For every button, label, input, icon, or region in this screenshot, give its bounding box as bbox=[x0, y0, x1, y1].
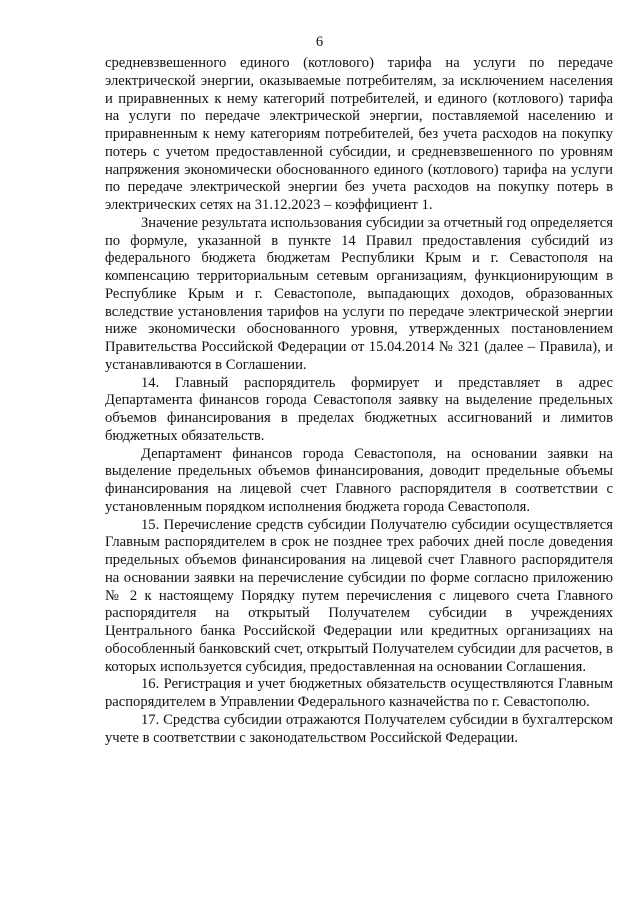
document-body bbox=[105, 55, 613, 747]
paragraph-item-16: 16. Регистрация и учет бюджетных обязательств осуществляются Главным распорядителем в Управлении Федерального казначейства по г. Севастополю. bbox=[105, 676, 613, 710]
paragraph-item-15: 15. Перечисление средств субсидии Получателю субсидии осуществляется Главным распорядителем в срок не позднее трех рабочих дней после доведения предельных объемов финансирования на лицевой счет Главного распорядителя на основании заявки на перечисление субсидии по форме согласно приложению № 2 к настоящему Порядку путем перечисления с лицевого счета Главного распорядителя на открытый Получателем субсидии в учреждениях Центрального банка Российской Федерации или кредитных организациях на обособленный банковский счет, открытый Получателем субсидии для расчетов, в которых используется субсидия, предоставленная на основании Соглашения. bbox=[105, 516, 613, 675]
paragraph-item-14: 14. Главный распорядитель формирует и представляет в адрес Департамента финансов города Севастополя заявку на выделение предельных объемов финансирования в пределах бюджетных ассигнований и лимитов бюджетных обязательств. bbox=[105, 374, 613, 444]
paragraph-result-value: Значение результата использования субсидии за отчетный год определяется по формуле, указанной в пункте 14 Правил предоставления субсидий из федерального бюджета бюджетам Республики Крым и г. Севастополя на компенсацию территориальным сетевым организациям, функционирующим в Республике Крым и г. Севастополе, выпадающих доходов, образованных вследствие установления тарифов на услуги по передаче электрической энергии ниже экономически обоснованного уровня, утвержденных постановлением Правительства Российской Федерации от 15.04.2014 № 321 (далее – Правила), и устанавливаются в Соглашении. bbox=[105, 214, 613, 373]
paragraph-tariff-continuation: средневзвешенного единого (котлового) тарифа на услуги по передаче электрической энергии, оказываемые потребителям, за исключением населения и приравненных к нему категорий потребителей, и единого (котлового) тарифа на услуги по передаче электрической энергии, поставляемой населению и приравненным к нему категориям потребителей, без учета расходов на покупку потерь с учетом предоставленной субсидии, и средневзвешенного по уровням напряжения экономически обоснованного единого (котлового) тарифа на услуги по передаче электрической энергии без учета расходов на покупку потерь в электрических сетях на 31.12.2023 – коэффициент 1. bbox=[105, 55, 613, 213]
page-number: 6 bbox=[315, 34, 324, 50]
paragraph-finance-department: Департамент финансов города Севастополя, на основании заявки на выделение предельных объемов финансирования, доводит предельные объемы финансирования на лицевой счет Главного распорядителя в соответствии с установленным порядком исполнения бюджета города Севастополя. bbox=[105, 445, 613, 515]
paragraph-item-17: 17. Средства субсидии отражаются Получателем субсидии в бухгалтерском учете в соответствии с законодательством Российской Федерации. bbox=[105, 711, 613, 746]
